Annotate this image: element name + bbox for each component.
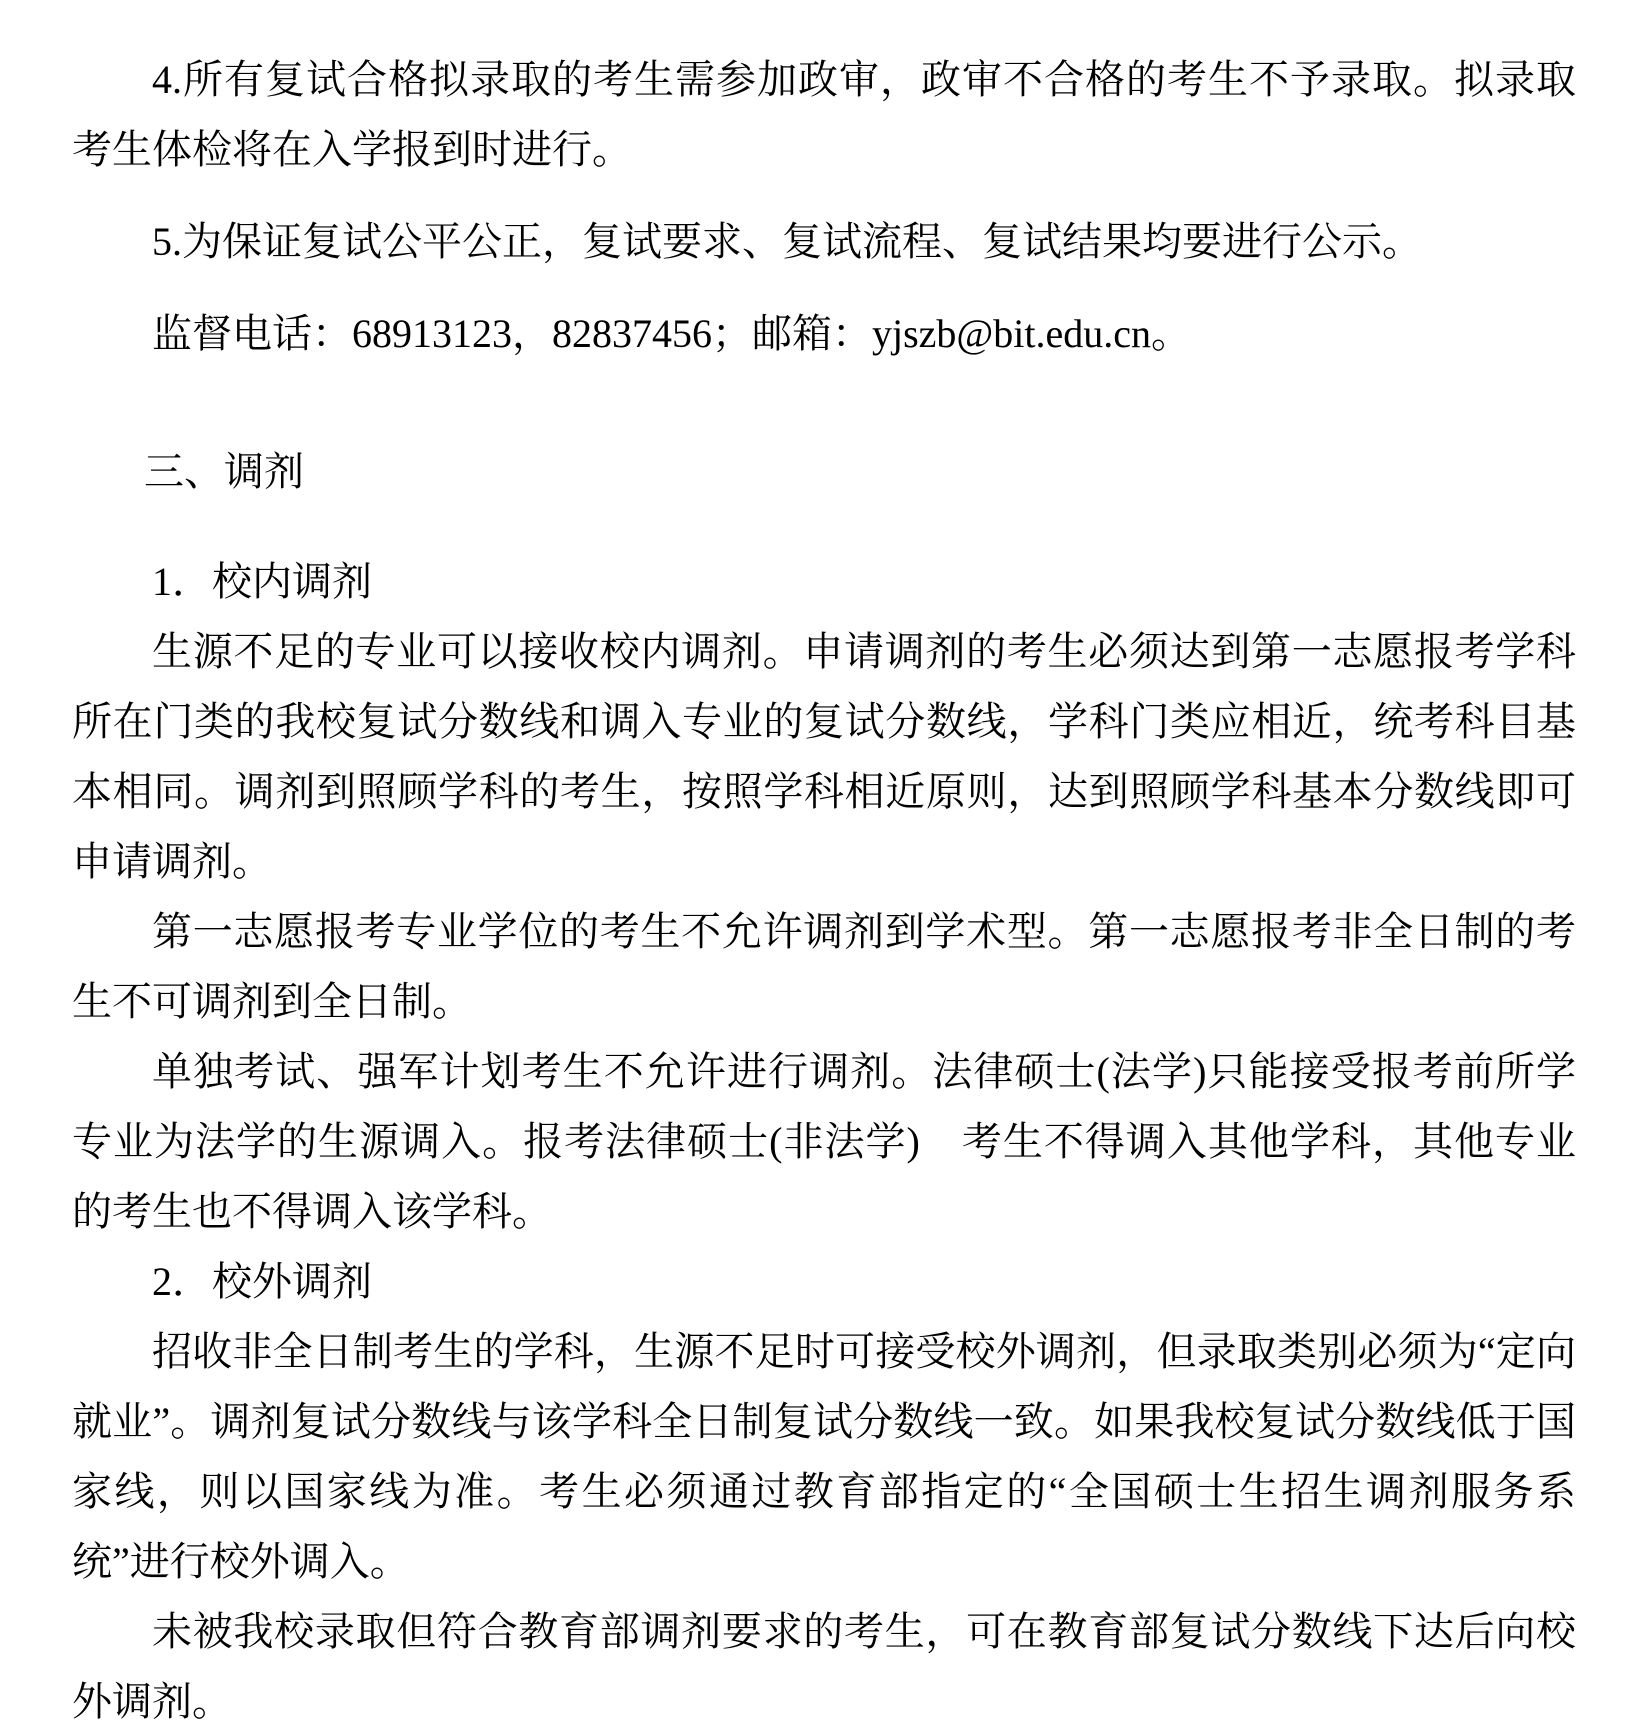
- section-heading-transfer: 三、调剂: [144, 449, 304, 494]
- paragraph-internal-transfer-rules: 生源不足的专业可以接收校内调剂。申请调剂的考生必须达到第一志愿报考学科所在门类的我校复试分数线和调入专业的复试分数线，学科门类应相近，统考科目基本相同。调剂到照顾学科的考生，按照学科相近原则，达到照顾学科基本分数线即可申请调剂。: [72, 629, 1576, 884]
- paragraph-item-4: 4.所有复试合格拟录取的考生需参加政审，政审不合格的考生不予录取。拟录取考生体检将在入学报到时进行。: [72, 57, 1576, 172]
- paragraph-supervision-contact: 监督电话：68913123，82837456；邮箱：yjszb@bit.edu.cn。: [152, 311, 1192, 356]
- paragraph-special-exam-restrictions: 单独考试、强军计划考生不允许进行调剂。法律硕士(法学)只能接受报考前所学专业为法学的生源调入。报考法律硕士(非法学) 考生不得调入其他学科，其他专业的考生也不得调入该学科。: [72, 1049, 1576, 1234]
- subheading-internal-transfer: 1．校内调剂: [152, 559, 372, 604]
- paragraph-item-5: 5.为保证复试公平公正，复试要求、复试流程、复试结果均要进行公示。: [152, 219, 1422, 264]
- paragraph-external-transfer-eligibility: 未被我校录取但符合教育部调剂要求的考生，可在教育部复试分数线下达后向校外调剂。: [72, 1609, 1576, 1724]
- paragraph-first-choice-restrictions: 第一志愿报考专业学位的考生不允许调剂到学术型。第一志愿报考非全日制的考生不可调剂到全日制。: [72, 909, 1576, 1024]
- subheading-external-transfer: 2．校外调剂: [152, 1259, 372, 1304]
- paragraph-external-transfer-rules: 招收非全日制考生的学科，生源不足时可接受校外调剂，但录取类别必须为“定向就业”。调剂复试分数线与该学科全日制复试分数线一致。如果我校复试分数线低于国家线，则以国家线为准。考生必须通过教育部指定的“全国硕士生招生调剂服务系统”进行校外调入。: [72, 1329, 1576, 1584]
